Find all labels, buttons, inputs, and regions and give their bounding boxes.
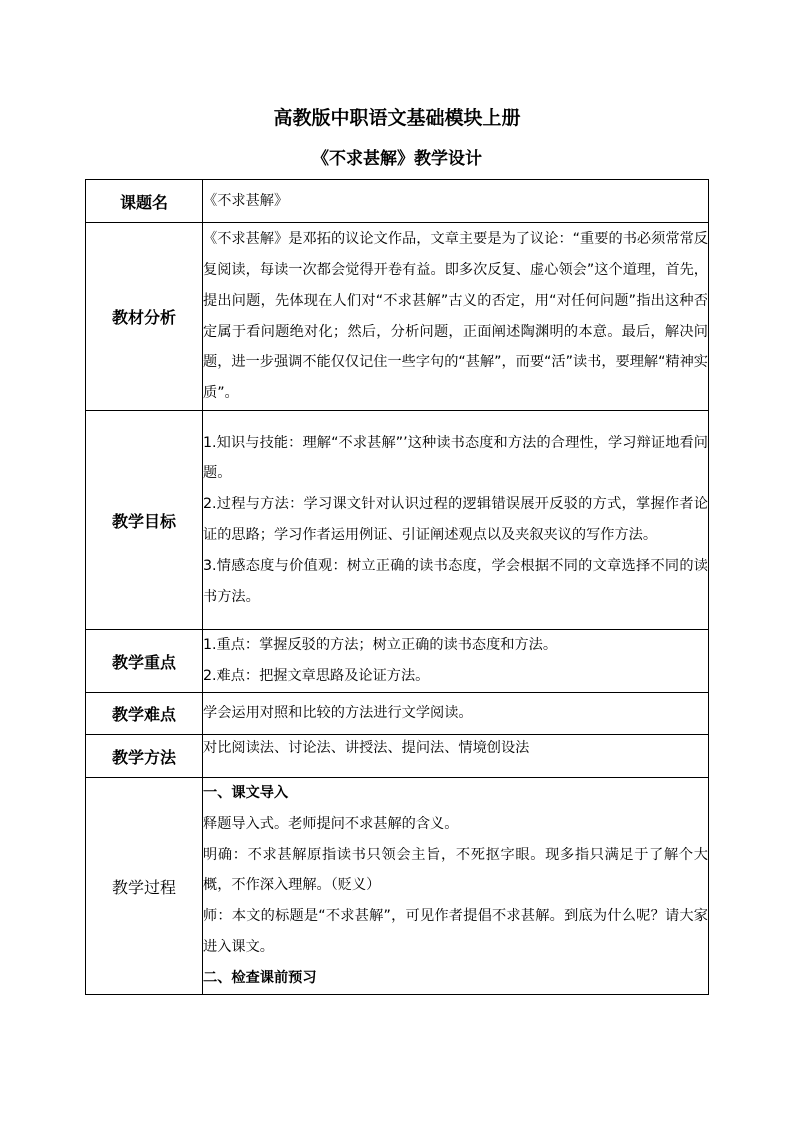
table-row-material xyxy=(86,223,709,411)
process-section-heading: 二、检查课前预习 xyxy=(203,969,317,986)
objective-item: 2.过程与方法：学习课文针对认识过程的逻辑错误展开反驳的方式，掌握作者论证的思路；学习作者运用例证、引证阐述观点以及夹叙夹议的写作方法。 xyxy=(203,496,708,543)
objectives-content xyxy=(203,411,709,630)
table-row-difficulties xyxy=(86,693,709,735)
table-row-key-points xyxy=(86,630,709,693)
objective-item: 3.情感态度与价值观：树立正确的读书态度，学会根据不同的文章选择不同的读书方法。 xyxy=(203,557,708,605)
material-label: 教材分析 xyxy=(86,223,203,411)
table-row-topic xyxy=(86,180,709,223)
objectives-label: 教学目标 xyxy=(86,411,203,630)
process-content xyxy=(203,778,709,995)
process-line: 明确：不求甚解原指读书只领会主旨，不死抠字眼。现多指只满足于了解个大概，不作深入理解。（贬义） xyxy=(203,846,708,894)
process-label: 教学过程 xyxy=(86,778,203,995)
table-row-objectives xyxy=(86,411,709,630)
process-line: 释题导入式。老师提问不求甚解的含义。 xyxy=(203,815,459,832)
material-content: 《不求甚解》是邓拓的议论文作品，文章主要是为了议论：“重要的书必须常常反复阅读，每读一次都会觉得开卷有益。即多次反复、虚心领会”这个道理，首先，提出问题，先体现在人们对“不求甚解”古义的否定，用“对任何问题”指出这种否定属于看问题绝对化；然后，分析问题，正面阐述陶渊明的本意。最后，解决问题，进一步强调不能仅仅记住一些字句的“甚解”，而要“活”读书，要理解“精神实质”。 xyxy=(203,223,709,411)
process-section-heading: 一、课文导入 xyxy=(203,785,289,801)
table-row-methods xyxy=(86,735,709,778)
table-row-process xyxy=(86,778,709,995)
difficulties-label: 教学难点 xyxy=(86,693,203,735)
process-line: 师：本文的标题是“不求甚解”，可见作者提倡不求甚解。到底为什么呢？请大家进入课文。 xyxy=(203,908,708,955)
key-point-item: 1.重点：掌握反驳的方法；树立正确的读书态度和方法。 xyxy=(203,637,558,654)
document-subtitle: 《不求甚解》教学设计 xyxy=(312,149,482,169)
methods-content: 对比阅读法、讨论法、讲授法、提问法、情境创设法 xyxy=(203,735,709,778)
topic-label: 课题名 xyxy=(86,180,203,223)
topic-content: 《不求甚解》 xyxy=(203,180,709,223)
objective-item: 1.知识与技能：理解“不求甚解”’这种读书态度和方法的合理性，学习辩证地看问题。 xyxy=(203,434,708,482)
key-points-content xyxy=(203,630,709,693)
key-points-label: 教学重点 xyxy=(86,630,203,693)
lesson-plan-table xyxy=(85,179,709,995)
key-point-item: 2.难点：把握文章思路及论证方法。 xyxy=(203,668,430,684)
methods-label: 教学方法 xyxy=(86,735,203,778)
difficulties-content: 学会运用对照和比较的方法进行文学阅读。 xyxy=(203,693,709,735)
document-title: 高教版中职语文基础模块上册 xyxy=(273,107,521,129)
